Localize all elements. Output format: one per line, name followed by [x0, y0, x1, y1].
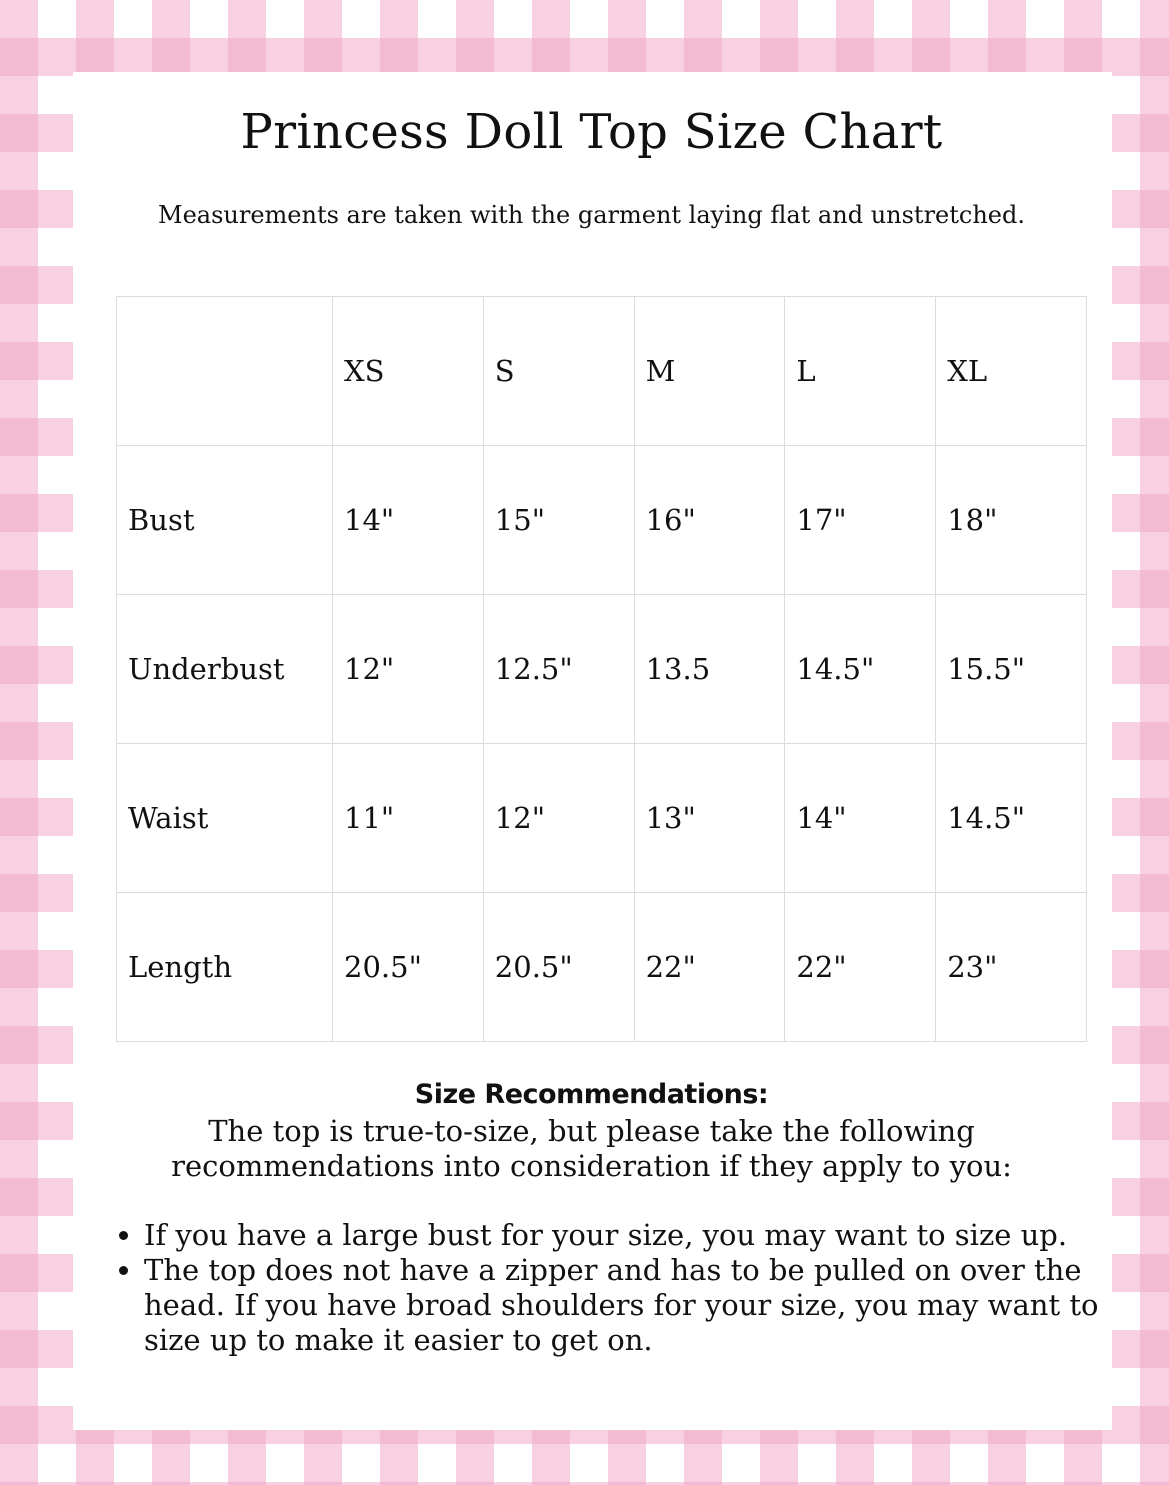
table-cell: 22" — [785, 893, 936, 1042]
recommendations-heading: Size Recommendations: — [414, 1079, 769, 1110]
table-cell: 20.5" — [483, 893, 634, 1042]
table-cell: 12" — [333, 595, 484, 744]
list-item: • The top does not have a zipper and has to be pulled on over the head. If you have broad shoulders for your size, you may want to size up to make it easier to get on. — [144, 1253, 1109, 1358]
table-row-waist — [117, 744, 1087, 893]
row-label-bust: Bust — [117, 446, 333, 595]
table-cell: 13" — [634, 744, 785, 893]
table-cell: 12.5" — [483, 595, 634, 744]
size-header-xl: XL — [936, 297, 1087, 446]
table-cell: 14" — [333, 446, 484, 595]
size-recommendations — [0, 1076, 1169, 1184]
size-header-l: L — [785, 297, 936, 446]
size-header-row — [117, 297, 1087, 446]
size-header-m: M — [634, 297, 785, 446]
recommendations-list — [110, 1218, 1109, 1358]
table-cell: 14.5" — [785, 595, 936, 744]
row-label-underbust: Underbust — [117, 595, 333, 744]
measurement-note: Measurements are taken with the garment laying flat and unstretched. — [158, 201, 1025, 229]
table-cell: 17" — [785, 446, 936, 595]
size-header-xs: XS — [333, 297, 484, 446]
list-item: • If you have a large bust for your size, you may want to size up. — [144, 1218, 1109, 1253]
table-cell: 13.5 — [634, 595, 785, 744]
table-row-length — [117, 893, 1087, 1042]
table-cell: 15.5" — [936, 595, 1087, 744]
table-row-bust — [117, 446, 1087, 595]
recommendations-intro: The top is true-to-size, but please take the following recommendations into consideration if they apply to you: — [171, 1114, 1012, 1183]
table-cell: 16" — [634, 446, 785, 595]
corner-cell — [117, 297, 333, 446]
table-cell: 11" — [333, 744, 484, 893]
size-chart-table — [116, 296, 1087, 1042]
row-label-length: Length — [117, 893, 333, 1042]
table-cell: 15" — [483, 446, 634, 595]
table-cell: 23" — [936, 893, 1087, 1042]
row-label-waist: Waist — [117, 744, 333, 893]
table-cell: 12" — [483, 744, 634, 893]
table-cell: 14.5" — [936, 744, 1087, 893]
page-title: Princess Doll Top Size Chart — [240, 104, 943, 160]
table-row-underbust — [117, 595, 1087, 744]
table-cell: 18" — [936, 446, 1087, 595]
table-cell: 22" — [634, 893, 785, 1042]
table-cell: 20.5" — [333, 893, 484, 1042]
table-cell: 14" — [785, 744, 936, 893]
size-header-s: S — [483, 297, 634, 446]
